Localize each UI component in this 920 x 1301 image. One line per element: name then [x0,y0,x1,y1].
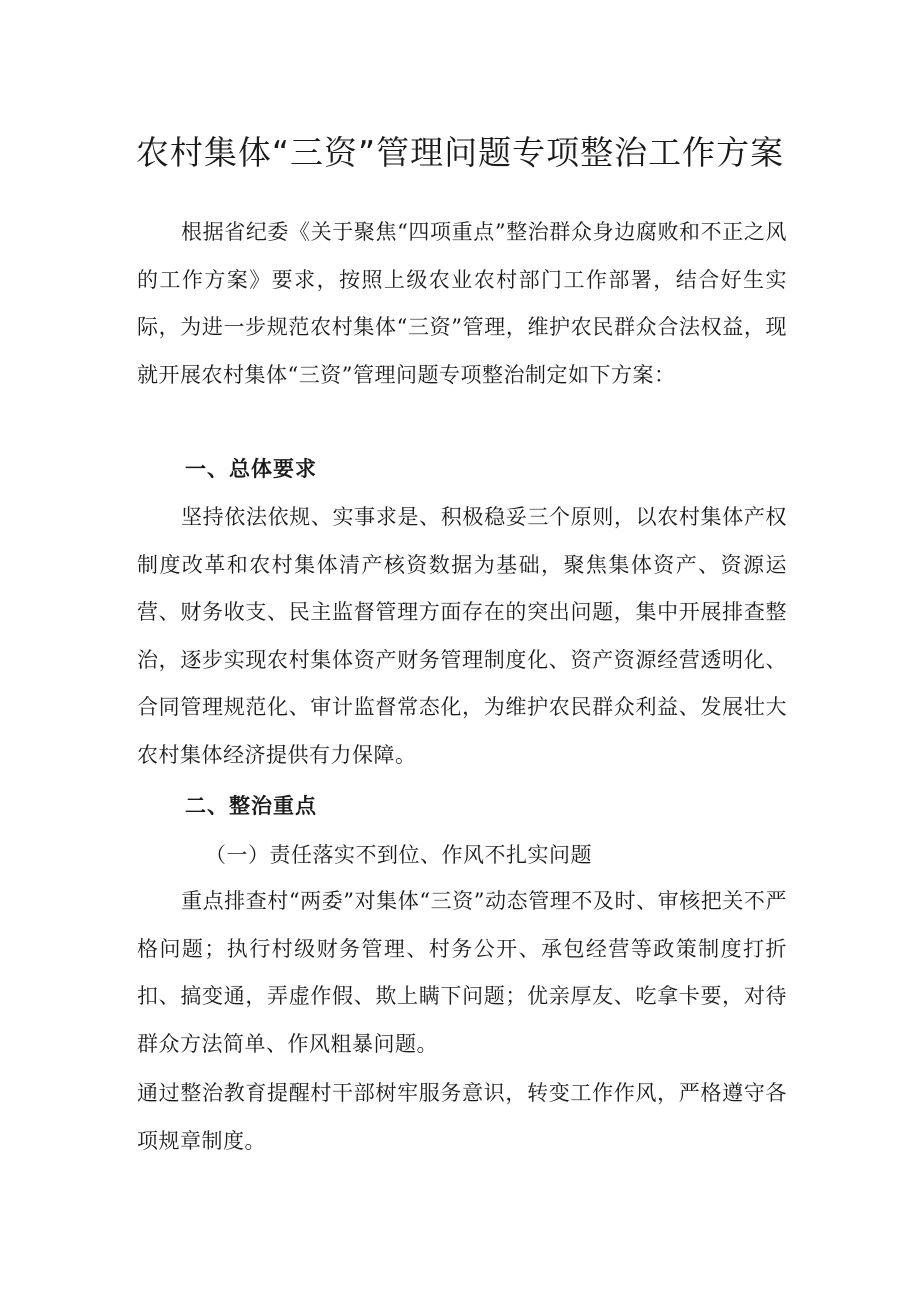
section-heading-key-issues: 二、整治重点 [185,794,317,818]
subsection-heading-responsibility: （一）责任落实不到位、作风不扎实问题 [205,843,592,867]
section-heading-general-requirements: 一、总体要求 [185,457,317,481]
responsibility-paragraph: 重点排查村“两委”对集体“三资”动态管理不及时、审核把关不严格问题；执行村级财务管理、村务公开、承包经营等政策制度打折扣、搞变通，弄虚作假、欺上瞒下问题；优亲厚友、吃拿卡要，对待群众方法简单、作风粗暴问题。 [137,889,787,1056]
document-title: 农村集体“三资”管理问题专项整治工作方案 [135,133,785,172]
general-requirements-paragraph: 坚持依法依规、实事求是、积极稳妥三个原则，以农村集体产权制度改革和农村集体清产核资数据为基础，聚焦集体资产、资源运营、财务收支、民主监督管理方面存在的突出问题，集中开展排查整治，逐步实现农村集体资产财务管理制度化、资产资源经营透明化、合同管理规范化、审计监督常态化，为维护农民群众利益、发展壮大农村集体经济提供有力保障。 [137,505,787,767]
intro-paragraph: 根据省纪委《关于聚焦“四项重点”整治群众身边腐败和不正之风的工作方案》要求，按照上级农业农村部门工作部署，结合好生实际，为进一步规范农村集体“三资”管理，维护农民群众合法权益，现就开展农村集体“三资”管理问题专项整治制定如下方案： [137,220,787,387]
rectification-paragraph: 通过整治教育提醒村干部树牢服务意识，转变工作作风，严格遵守各项规章制度。 [137,1081,787,1153]
